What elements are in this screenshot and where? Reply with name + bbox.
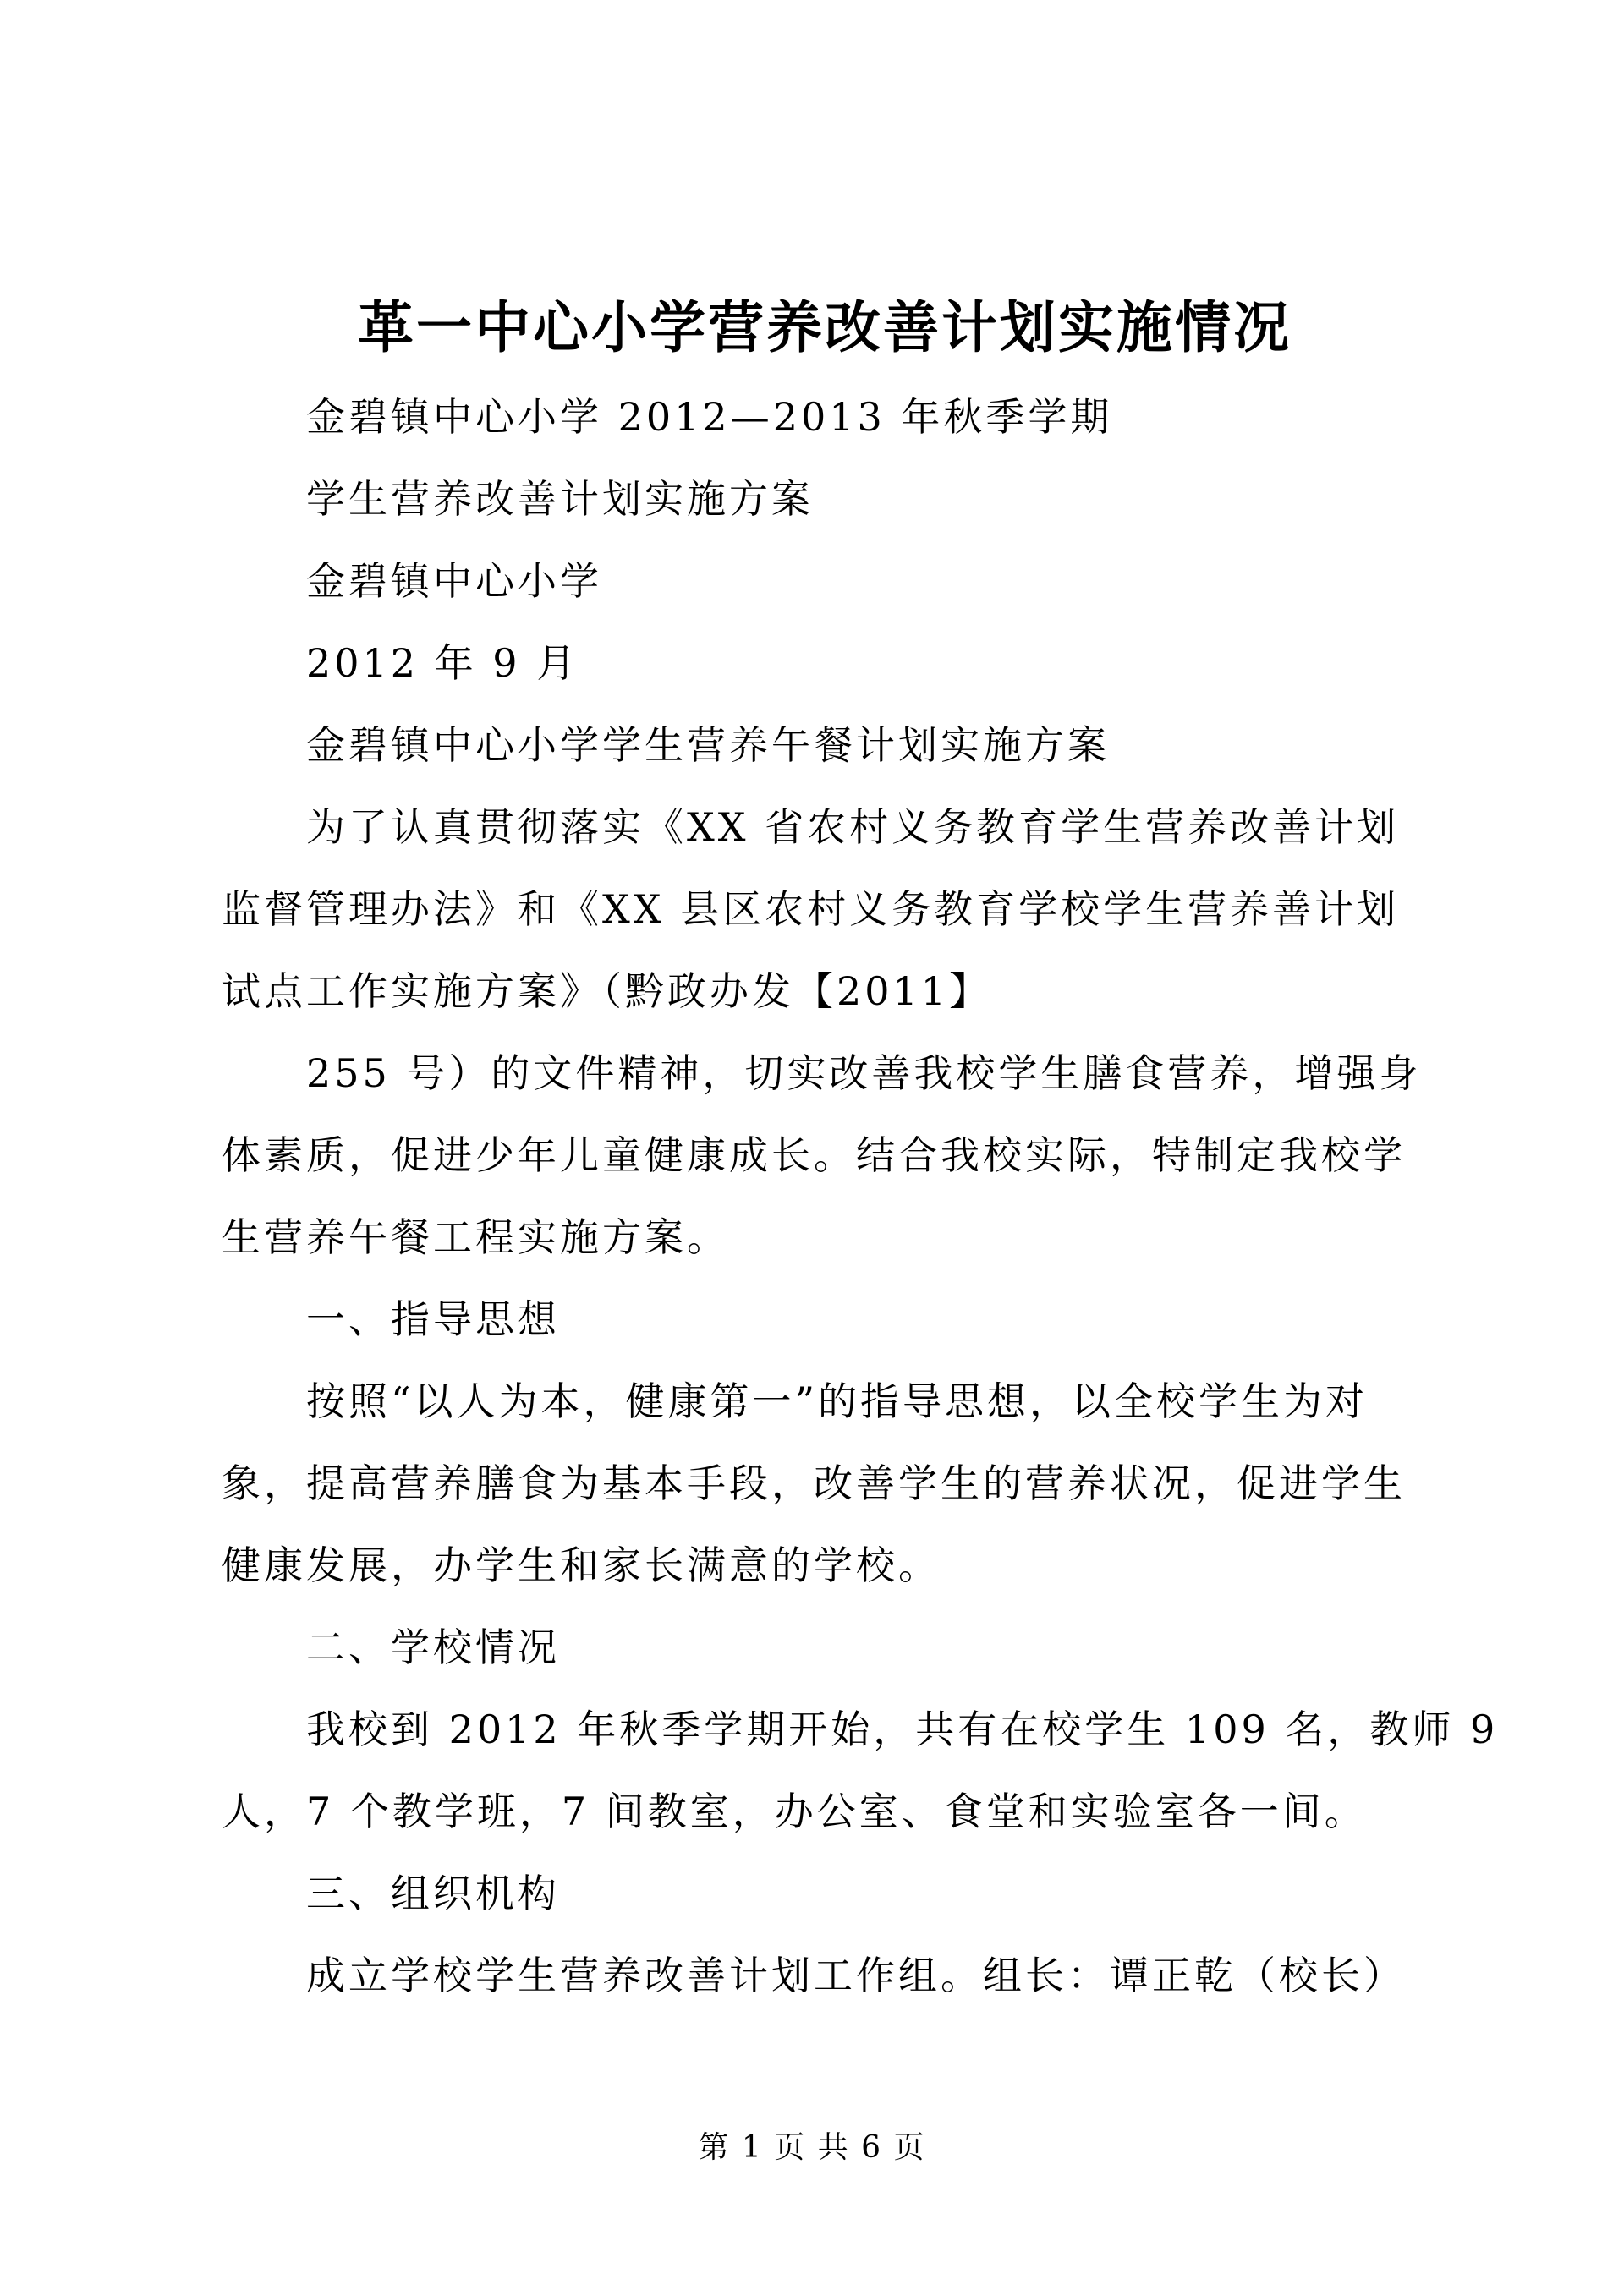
page-number-footer: 第 1 页 共 6 页	[698, 2130, 926, 2165]
section-heading-guiding-thought: 一、指导思想	[306, 1296, 560, 1342]
body-line-paragraph: 健康发展，办学生和家长满意的学校。	[222, 1543, 941, 1588]
body-line-paragraph: 监督管理办法》和《XX 县区农村义务教育学校学生营养善计划	[222, 886, 1400, 932]
section-heading-organization: 三、组织机构	[306, 1871, 560, 1916]
body-line-paragraph: 象，提高营养膳食为基本手段，改善学生的营养状况，促进学生	[222, 1460, 1406, 1506]
body-line-paragraph: 生营养午餐工程实施方案。	[222, 1214, 729, 1260]
body-line-paragraph: 为了认真贯彻落实《XX 省农村义务教育学生营养改善计划	[306, 804, 1400, 850]
document-body	[222, 376, 1499, 2017]
body-line-paragraph: 成立学校学生营养改善计划工作组。组长：谭正乾（校长）	[306, 1953, 1406, 1998]
body-line-school-semester: 金碧镇中心小学 2012—2013 年秋季学期	[306, 394, 1113, 440]
document-title: 革一中心小学营养改善计划实施情况	[358, 294, 1292, 360]
body-line-date: 2012 年 9 月	[306, 640, 579, 686]
section-heading-school-situation: 二、学校情况	[306, 1625, 560, 1670]
body-line-lunch-plan-heading: 金碧镇中心小学学生营养午餐计划实施方案	[306, 722, 1110, 768]
body-line-paragraph: 试点工作实施方案》（黔政办发【2011】	[222, 968, 992, 1014]
body-line-paragraph: 按照“以人为本，健康第一”的指导思想，以全校学生为对	[306, 1378, 1369, 1424]
body-line-plan-subtitle: 学生营养改善计划实施方案	[306, 476, 814, 522]
body-line-paragraph: 体素质，促进少年儿童健康成长。结合我校实际，特制定我校学	[222, 1132, 1406, 1178]
body-line-paragraph: 255 号）的文件精神，切实改善我校学生膳食营养，增强身	[306, 1050, 1422, 1096]
body-line-school-name: 金碧镇中心小学	[306, 558, 602, 604]
body-line-paragraph: 人，7 个教学班，7 间教室，办公室、食堂和实验室各一间。	[222, 1789, 1367, 1834]
body-line-paragraph: 我校到 2012 年秋季学期开始，共有在校学生 109 名，教师 9	[306, 1707, 1499, 1752]
